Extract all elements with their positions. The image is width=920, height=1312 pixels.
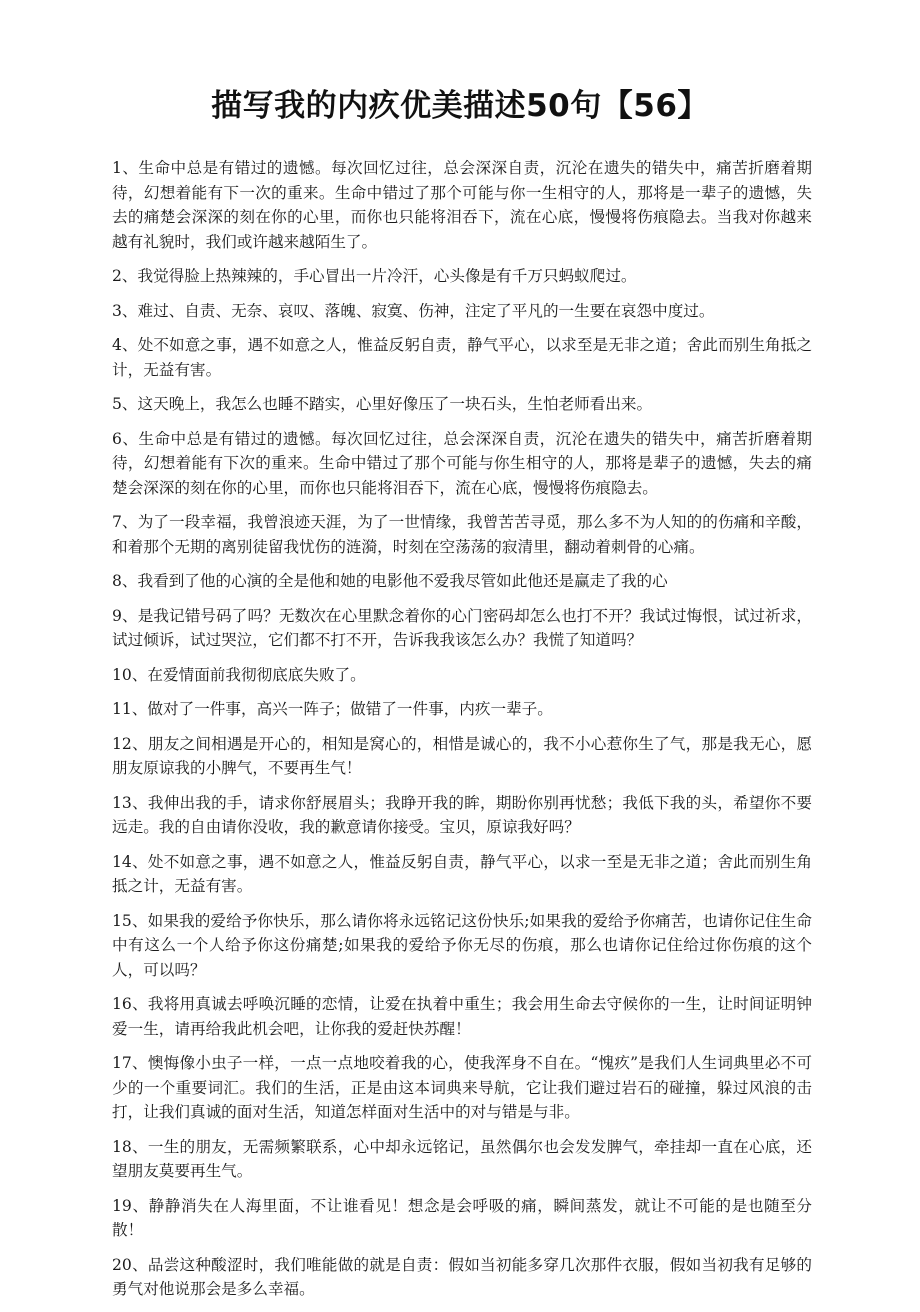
paragraph-17: 17、懊悔像小虫子一样，一点一点地咬着我的心，使我浑身不自在。“愧疚”是我们人生词典里必不可少的一个重要词汇。我们的生活，正是由这本词典来导航，它让我们避过岩石的碰撞，躲过风浪的击打，让我们真诚的面对生活，知道怎样面对生活中的对与错是与非。 (112, 1054, 812, 1121)
paragraph-9: 9、是我记错号码了吗？无数次在心里默念着你的心门密码却怎么也打不开？我试过悔恨，试过祈求，试过倾诉，试过哭泣，它们都不打不开，告诉我我该怎么办？我慌了知道吗？ (112, 606, 812, 649)
paragraph-4: 4、处不如意之事，遇不如意之人，惟益反躬自责，静气平心，以求至是无非之道；舍此而别生角抵之计，无益有害。 (112, 336, 812, 379)
paragraph-5: 5、这天晚上，我怎么也睡不踏实，心里好像压了一块石头，生怕老师看出来。 (112, 395, 653, 413)
paragraph-13: 13、我伸出我的手，请求你舒展眉头；我睁开我的眸，期盼你别再忧愁；我低下我的头，希望你不要远走。我的自由请你没收，我的歉意请你接受。宝贝，原谅我好吗？ (112, 793, 812, 836)
paragraph-16: 16、我将用真诚去呼唤沉睡的恋情，让爱在执着中重生；我会用生命去守候你的一生，让时间证明钟爱一生，请再给我此机会吧，让你我的爱赶快苏醒！ (112, 995, 812, 1038)
paragraph-8: 8、我看到了他的心演的全是他和她的电影他不爱我尽管如此他还是赢走了我的心 (112, 572, 668, 590)
paragraph-6: 6、生命中总是有错过的遗憾。每次回忆过往，总会深深自责，沉沦在遗失的错失中，痛苦折磨着期待，幻想着能有下次的重来。生命中错过了那个可能与你生相守的人，那将是辈子的遗憾，失去的痛楚会深深的刻在你的心里，而你也只能将泪吞下，流在心底，慢慢将伤痕隐去。 (112, 429, 812, 497)
paragraph-12: 12、朋友之间相遇是开心的，相知是窝心的，相惜是诚心的，我不小心惹你生了气，那是我无心，愿朋友原谅我的小脾气，不要再生气！ (112, 734, 812, 777)
paragraph-10: 10、在爱情面前我彻彻底底失败了。 (112, 665, 366, 684)
paragraph-19: 19、静静消失在人海里面，不让谁看见！想念是会呼吸的痛，瞬间蒸发，就让不可能的是也随至分散！ (112, 1196, 812, 1239)
page-title: 描写我的内疚优美描述50句【56】 (211, 88, 709, 124)
paragraph-2: 2、我觉得脸上热辣辣的，手心冒出一片冷汗，心头像是有千万只蚂蚁爬过。 (112, 267, 637, 285)
article-body (112, 156, 812, 1312)
paragraph-3: 3、难过、自责、无奈、哀叹、落魄、寂寞、伤神，注定了平凡的一生要在哀怨中度过。 (112, 301, 715, 320)
paragraph-7: 7、为了一段幸福，我曾浪迹天涯，为了一世情缘，我曾苦苦寻觅，那么多不为人知的的伤痛和辛酸，和着那个无期的离别徒留我忧伤的涟漪，时刻在空荡荡的寂清里，翻动着刺骨的心痛。 (112, 513, 812, 556)
paragraph-15: 15、如果我的爱给予你快乐，那么请你将永远铭记这份快乐;如果我的爱给予你痛苦，也请你记住生命中有这么一个人给予你这份痛楚;如果我的爱给予你无尽的伤痕，那么也请你记住给过你伤痕的这个人，可以吗？ (112, 911, 812, 979)
paragraph-18: 18、一生的朋友，无需频繁联系，心中却永远铭记，虽然偶尔也会发发脾气，牵挂却一直在心底，还望朋友莫要再生气。 (112, 1137, 812, 1180)
paragraph-11: 11、做对了一件事，高兴一阵子；做错了一件事，内疚一辈子。 (112, 700, 553, 718)
paragraph-1: 1、生命中总是有错过的遗憾。每次回忆过往，总会深深自责，沉沦在遗失的错失中，痛苦折磨着期待，幻想着能有下一次的重来。生命中错过了那个可能与你一生相守的人，那将是一辈子的遗憾，失去的痛楚会深深的刻在你的心里，而你也只能将泪吞下，流在心底，慢慢将伤痕隐去。当我对你越来越有礼貌时，我们或许越来越陌生了。 (112, 159, 812, 251)
paragraph-20: 20、品尝这种酸涩时，我们唯能做的就是自责：假如当初能多穿几次那件衣服，假如当初我有足够的勇气对他说那会是多么幸福。 (112, 1255, 812, 1298)
paragraph-14: 14、处不如意之事，遇不如意之人，惟益反躬自责，静气平心，以求一至是无非之道；舍此而别生角抵之计，无益有害。 (112, 852, 812, 895)
